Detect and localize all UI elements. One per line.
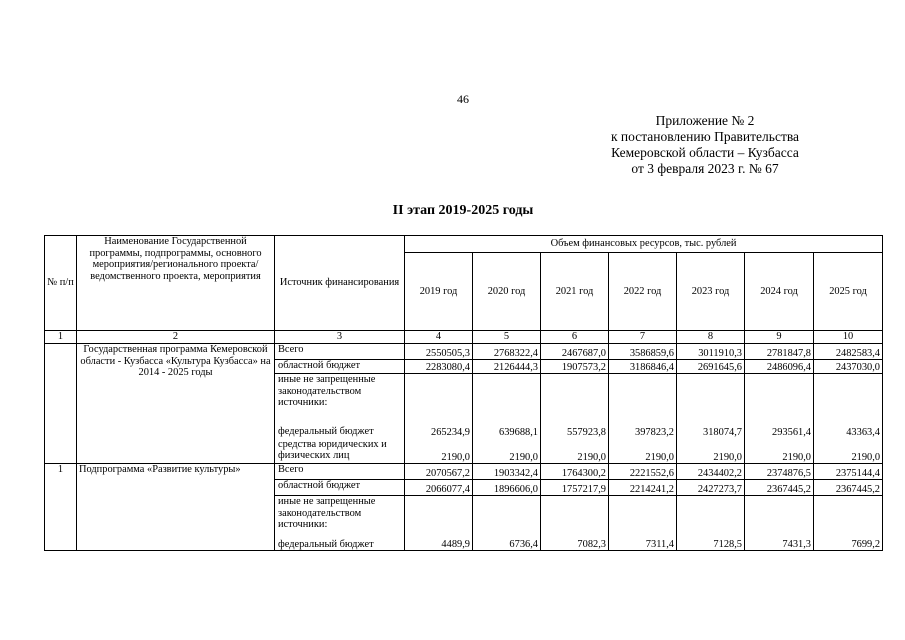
value-cell: 2550505,3	[405, 344, 473, 360]
value-cell	[677, 496, 745, 531]
value-cell: 3186846,4	[609, 360, 677, 374]
source-cell: Всего	[275, 344, 405, 360]
value-cell: 2190,0	[473, 439, 541, 464]
value-cell	[405, 374, 473, 426]
column-index: 4	[405, 331, 473, 344]
value-cell: 2768322,4	[473, 344, 541, 360]
value-cell	[609, 496, 677, 531]
value-cell: 7128,5	[677, 531, 745, 551]
value-cell	[541, 496, 609, 531]
row-number: 1	[45, 464, 77, 551]
value-cell	[405, 496, 473, 531]
appendix-line-2: к постановлению Правительства	[610, 129, 800, 144]
source-cell: иные не запрещенные законодательством источники:	[275, 374, 405, 426]
column-index: 6	[541, 331, 609, 344]
value-cell	[814, 374, 883, 426]
source-cell: федеральный бюджет	[275, 531, 405, 551]
appendix-line-3: Кемеровской области – Кузбасса	[611, 145, 799, 160]
header-year: 2019 год	[405, 253, 473, 331]
value-cell	[745, 374, 814, 426]
value-cell: 2190,0	[405, 439, 473, 464]
value-cell: 1907573,2	[541, 360, 609, 374]
value-cell	[814, 496, 883, 531]
value-cell	[473, 374, 541, 426]
value-cell: 3011910,3	[677, 344, 745, 360]
value-cell: 265234,9	[405, 426, 473, 439]
value-cell: 43363,4	[814, 426, 883, 439]
value-cell	[609, 374, 677, 426]
row-number	[45, 344, 77, 464]
header-name: Наименование Государственной программы, подпрограммы, основного мероприятия/регионального проекта/ ведомственного проекта, мероприятия	[77, 236, 275, 331]
value-cell: 397823,2	[609, 426, 677, 439]
value-cell: 2070567,2	[405, 464, 473, 480]
value-cell: 7311,4	[609, 531, 677, 551]
column-index: 10	[814, 331, 883, 344]
value-cell: 1903342,4	[473, 464, 541, 480]
value-cell	[745, 496, 814, 531]
value-cell: 2190,0	[609, 439, 677, 464]
column-index: 8	[677, 331, 745, 344]
value-cell: 7431,3	[745, 531, 814, 551]
value-cell: 2126444,3	[473, 360, 541, 374]
source-cell: средства юридических и физических лиц	[275, 439, 405, 464]
column-index-row	[45, 331, 883, 344]
column-index: 3	[275, 331, 405, 344]
stage-title: II этап 2019-2025 годы	[392, 203, 534, 218]
column-index: 5	[473, 331, 541, 344]
value-cell: 6736,4	[473, 531, 541, 551]
source-cell: областной бюджет	[275, 360, 405, 374]
value-cell: 3586859,6	[609, 344, 677, 360]
value-cell: 639688,1	[473, 426, 541, 439]
value-cell: 2190,0	[745, 439, 814, 464]
value-cell: 2374876,5	[745, 464, 814, 480]
header-year: 2022 год	[609, 253, 677, 331]
source-cell: Всего	[275, 464, 405, 480]
value-cell: 2190,0	[814, 439, 883, 464]
table-row	[45, 464, 883, 480]
financing-table	[44, 235, 883, 551]
value-cell: 2221552,6	[609, 464, 677, 480]
column-index: 1	[45, 331, 77, 344]
value-cell: 2066077,4	[405, 480, 473, 496]
value-cell: 2214241,2	[609, 480, 677, 496]
value-cell: 1896606,0	[473, 480, 541, 496]
value-cell: 2190,0	[677, 439, 745, 464]
value-cell: 2427273,7	[677, 480, 745, 496]
value-cell: 4489,9	[405, 531, 473, 551]
value-cell	[541, 374, 609, 426]
header-year: 2023 год	[677, 253, 745, 331]
table-row	[45, 344, 883, 360]
source-cell: областной бюджет	[275, 480, 405, 496]
source-cell: иные не запрещенные законодательством источники:	[275, 496, 405, 531]
value-cell: 2467687,0	[541, 344, 609, 360]
value-cell: 2367445,2	[814, 480, 883, 496]
value-cell: 2375144,4	[814, 464, 883, 480]
header-number: № п/п	[45, 236, 77, 331]
value-cell: 7082,3	[541, 531, 609, 551]
appendix-line-4: от 3 февраля 2023 г. № 67	[631, 161, 779, 176]
header-year: 2025 год	[814, 253, 883, 331]
value-cell: 2283080,4	[405, 360, 473, 374]
value-cell: 2781847,8	[745, 344, 814, 360]
value-cell	[677, 374, 745, 426]
header-year: 2020 год	[473, 253, 541, 331]
column-index: 7	[609, 331, 677, 344]
appendix-line-1: Приложение № 2	[655, 113, 755, 128]
value-cell: 2482583,4	[814, 344, 883, 360]
value-cell: 2691645,6	[677, 360, 745, 374]
value-cell	[473, 496, 541, 531]
value-cell: 318074,7	[677, 426, 745, 439]
source-cell: федеральный бюджет	[275, 426, 405, 439]
program-name: Подпрограмма «Развитие культуры»	[77, 464, 275, 551]
value-cell: 2434402,2	[677, 464, 745, 480]
column-index: 9	[745, 331, 814, 344]
value-cell: 293561,4	[745, 426, 814, 439]
value-cell: 1764300,2	[541, 464, 609, 480]
value-cell: 2437030,0	[814, 360, 883, 374]
column-index: 2	[77, 331, 275, 344]
value-cell: 2367445,2	[745, 480, 814, 496]
header-volume: Объем финансовых ресурсов, тыс. рублей	[405, 236, 883, 253]
page-number: 46	[457, 92, 469, 106]
appendix-header	[560, 113, 850, 177]
header-year: 2024 год	[745, 253, 814, 331]
value-cell: 557923,8	[541, 426, 609, 439]
value-cell: 2190,0	[541, 439, 609, 464]
value-cell: 1757217,9	[541, 480, 609, 496]
header-year: 2021 год	[541, 253, 609, 331]
value-cell: 2486096,4	[745, 360, 814, 374]
program-name: Государственная программа Кемеровской области - Кузбасса «Культура Кузбасса» на 2014 - 2025 годы	[77, 344, 275, 464]
value-cell: 7699,2	[814, 531, 883, 551]
header-source: Источник финансирования	[275, 236, 405, 331]
